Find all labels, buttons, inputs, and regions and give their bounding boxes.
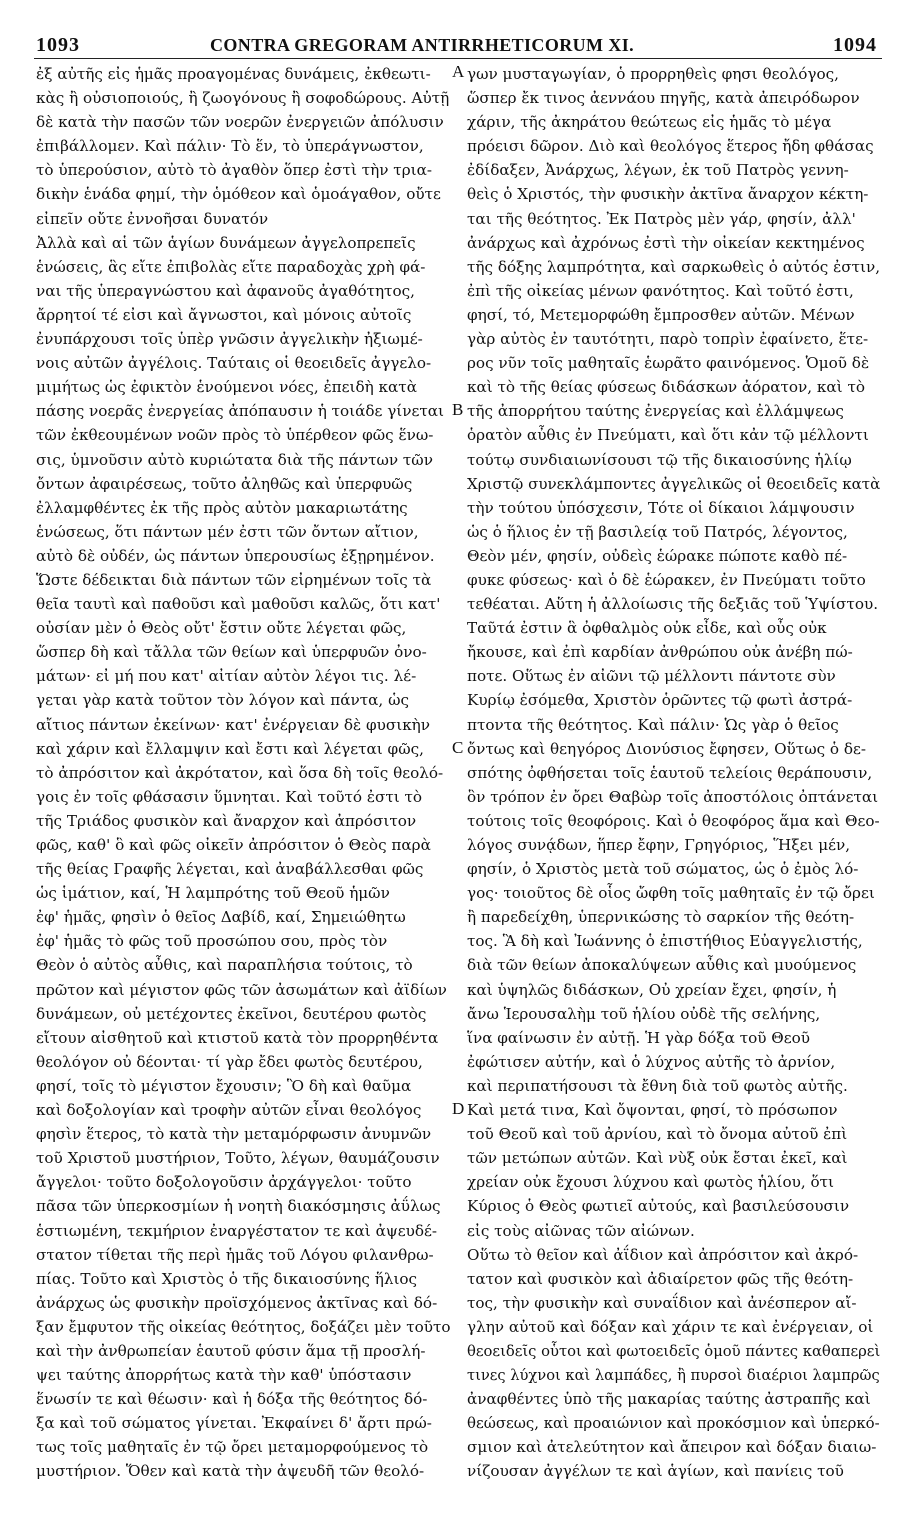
text-line: ὄντως καὶ θεηγόρος Διονύσιος ἔφησεν, Οὕτως ὁ δε- bbox=[467, 739, 867, 758]
text-line: καὶ δοξολογίαν καὶ τροφὴν αὐτῶν εἶναι θεολόγος bbox=[36, 1101, 422, 1120]
text-line: γὰρ αὐτὸς ἐν ταυτότητι, παρὸ τοπρὶν ἐφαίνετο, ἕτε- bbox=[467, 330, 869, 349]
text-line: τῶν ἐκθεουμένων νοῶν πρὸς τὸ ὑπέρθεον φῶς ἕνω- bbox=[36, 426, 434, 445]
text-line: θεὶς ὁ Χριστός, τὴν φυσικὴν ἀκτῖνα ἄναρχον κέκτη- bbox=[467, 185, 869, 204]
text-line: τατον καὶ φυσικὸν καὶ ἀδιαίρετον φῶς τῆς θεότη- bbox=[467, 1269, 854, 1288]
text-line: ἀνάρχως ὡς φυσικὴν προϊσχόμενος ἀκτῖνας καὶ δό- bbox=[36, 1293, 438, 1312]
text-line: δυνάμεων, οὐ μετέχοντες ἐκεῖνοι, δευτέρου φωτὸς bbox=[36, 1004, 427, 1023]
text-line: ἄρρητοί τέ εἰσι καὶ ἄγνωστοι, καὶ μόνοις αὐτοῖς bbox=[36, 305, 412, 324]
margin-marker-d: D bbox=[452, 1099, 465, 1118]
text-line: γλην αὐτοῦ καὶ δόξαν καὶ χάριν τε καὶ ἐνέργειαν, οἱ bbox=[467, 1317, 874, 1336]
text-line: ξαν ἔμφυτον τῆς οἰκείας θεότητος, δοξάζει μὲν τοῦτο bbox=[36, 1317, 451, 1336]
text-line: Χριστῷ συνεκλάμποντες ἀγγελικῶς οἱ θεοειδεῖς κατὰ bbox=[467, 474, 881, 493]
page-header bbox=[0, 0, 913, 60]
text-line: γος· τοιοῦτος δὲ οἷος ὤφθη τοῖς μαθηταῖς ἐν τῷ ὄρει bbox=[467, 884, 875, 903]
text-line: ὄντων ἀφαιρέσεως, τοῦτο ἀληθῶς καὶ ὑπερφυῶς bbox=[36, 474, 413, 493]
text-line: ἐφώτισεν αὐτήν, καὶ ὁ λύχνος αὐτῆς τὸ ἀρνίον, bbox=[467, 1052, 836, 1071]
text-line: Ταῦτά ἐστιν ἃ ὀφθαλμὸς οὐκ εἶδε, καὶ οὖς οὐκ bbox=[467, 619, 827, 638]
text-line: ἕνωσίν τε καὶ θέωσιν· καὶ ἡ δόξα τῆς θεότητος δό- bbox=[36, 1390, 428, 1409]
text-line: ὡς ἱμάτιον, καί, Ἡ λαμπρότης τοῦ Θεοῦ ἡμῶν bbox=[36, 884, 390, 903]
text-line: ποτε. Οὕτως ἐν αἰῶνι τῷ μέλλοντι πάντοτε σὺν bbox=[467, 667, 836, 686]
text-line: τος, τὴν φυσικὴν καὶ συναΐδιον καὶ ἀνέσπερον αἴ- bbox=[467, 1293, 857, 1312]
text-line: ἐδίδαξεν, Ἀνάρχως, λέγων, ἐκ τοῦ Πατρὸς γεννη- bbox=[467, 161, 849, 180]
text-line: ἐνυπάρχουσι τοῖς ὑπὲρ γνῶσιν ἀγγελικὴν ἠξιωμέ- bbox=[36, 330, 423, 349]
text-line: τῶν μετώπων αὐτῶν. Καὶ νὺξ οὐκ ἔσται ἐκεῖ, καὶ bbox=[467, 1149, 848, 1168]
text-line: σμιον καὶ ἀτελεύτητον καὶ ἄπειρον καὶ δόξαν διαιω- bbox=[467, 1438, 877, 1457]
text-line: Καὶ μετά τινα, Καὶ ὄψονται, φησί, τὸ πρόσωπον bbox=[467, 1101, 838, 1120]
text-line: ὃν τρόπον ἐν ὄρει Θαβὼρ τοῖς ἀποστόλοις ὀπτάνεται bbox=[467, 787, 879, 806]
text-line: καὶ ὑψηλῶς διδάσκων, Οὐ χρείαν ἔχει, φησίν, ἡ bbox=[467, 980, 837, 999]
text-line: καὶ τὸ τῆς θείας φύσεως διδάσκων ἀόρατον, καὶ τὸ bbox=[467, 378, 866, 397]
text-line: πᾶσα τῶν ὑπερκοσμίων ἡ νοητὴ διακόσμησις ἀΰλως bbox=[36, 1197, 441, 1216]
margin-marker-a: A bbox=[452, 62, 465, 81]
text-line: πίας. Τοῦτο καὶ Χριστὸς ὁ τῆς δικαιοσύνης ἥλιος bbox=[36, 1269, 418, 1288]
text-line: τινες λύχνοι καὶ λαμπάδες, ἢ πυρσοὶ διαέριοι λαμπρῶς bbox=[467, 1366, 880, 1385]
text-line: ἐπὶ τῆς οἰκείας μένων φανότητος. Καὶ τοῦτό ἐστι, bbox=[467, 281, 854, 300]
text-line: ὡς ὁ ἥλιος ἐν τῇ βασιλείᾳ τοῦ Πατρός, λέγοντος, bbox=[467, 522, 848, 541]
text-line: τοῦ Θεοῦ καὶ τοῦ ἀρνίου, καὶ τὸ ὄνομα αὐτοῦ ἐπὶ bbox=[467, 1125, 848, 1144]
text-line: μυστήριον. Ὅθεν καὶ κατὰ τὴν ἀψευδῆ τῶν θεολό- bbox=[36, 1462, 425, 1481]
margin-markers bbox=[452, 62, 468, 1502]
text-line: ὥσπερ ἔκ τινος ἀεννάου πηγῆς, κατὰ ἀπειρόδωρον bbox=[467, 89, 860, 108]
text-line: ἐφ' ἡμᾶς, φησὶν ὁ θεῖος Δαβίδ, καί, Σημειώθητω bbox=[36, 908, 406, 927]
text-line: ἤκουσε, καὶ ἐπὶ καρδίαν ἀνθρώπου οὐκ ἀνέβη πώ- bbox=[467, 643, 853, 662]
text-line: Ἀλλὰ καὶ αἱ τῶν ἁγίων δυνάμεων ἀγγελοπρεπεῖς bbox=[36, 233, 416, 252]
text-line: τὸ ἀπρόσιτον καὶ ἀκρότατον, καὶ ὅσα δὴ τοῖς θεολό- bbox=[36, 763, 444, 782]
text-line: γοις ἐν τοῖς φθάσασιν ὕμνηται. Καὶ τοῦτό ἐστι τὸ bbox=[36, 787, 423, 806]
text-line: τούτῳ συνδιαιωνίσουσι τῷ τῆς δικαιοσύνης ἡλίῳ bbox=[467, 450, 852, 469]
text-line: θεῖα ταυτὶ καὶ παθοῦσι καὶ μαθοῦσι καλῶς, ὅτι κατ' bbox=[36, 595, 441, 614]
column-number-left: 1093 bbox=[36, 34, 80, 56]
text-line: κὰς ἢ οὐσιοποιούς, ἢ ζωογόνους ἢ σοφοδώρους. Αὐτῇ bbox=[36, 89, 450, 108]
text-line: τὴν τούτου ὑπόσχεσιν, Τότε οἱ δίκαιοι λάμψουσιν bbox=[467, 498, 855, 517]
text-line: Κυρίῳ ἐσόμεθα, Χριστὸν ὁρῶντες τῷ φωτὶ ἀστρά- bbox=[467, 691, 853, 710]
running-title: CONTRA GREGORAM ANTIRRHETICORUM XI. bbox=[210, 35, 635, 55]
text-line: ἐπιβάλλομεν. Καὶ πάλιν· Τὸ ἕν, τὸ ὑπεράγνωστον, bbox=[36, 137, 424, 156]
text-line: φησί, τό, Μετεμορφώθη ἔμπροσθεν αὐτῶν. Μένων bbox=[467, 305, 855, 324]
margin-marker-c: C bbox=[452, 738, 464, 757]
text-line: μιμήτως ὡς ἐφικτὸν ἑνούμενοι νόες, ἐπειδὴ κατὰ bbox=[36, 378, 417, 397]
text-line: πτοντα τῆς θεότητος. Καὶ πάλιν· Ὡς γὰρ ὁ θεῖος bbox=[467, 715, 839, 734]
text-line: ἐξ αὐτῆς εἰς ἡμᾶς προαγομένας δυνάμεις, ἐκθεωτι- bbox=[36, 65, 431, 83]
text-line: χάριν, τῆς ἀκηράτου θεώτεως εἰς ἡμᾶς τὸ μέγα bbox=[467, 113, 832, 132]
text-line: ἑνώσεις, ἃς εἴτε ἐπιβολὰς εἴτε παραδοχὰς χρὴ φά- bbox=[36, 257, 426, 276]
text-line: λόγος συνᾴδων, ἥπερ ἔφην, Γρηγόριος, Ἥξει μέν, bbox=[467, 836, 851, 854]
text-line: νοις αὐτῶν ἀγγέλοις. Ταύταις οἱ θεοειδεῖς ἀγγελο- bbox=[36, 354, 432, 373]
text-line: ἄνω Ἱερουσαλὴμ τοῦ ἡλίου οὐδὲ τῆς σελήνης, bbox=[467, 1004, 821, 1023]
text-line: γων μυσταγωγίαν, ὁ προρρηθεὶς φησι θεολόγος, bbox=[467, 65, 839, 83]
text-line: Θεὸν μέν, φησίν, οὐδεὶς ἑώρακε πώποτε καθὸ πέ- bbox=[467, 546, 848, 565]
text-line: τούτοις τοῖς θεοφόροις. Καὶ ὁ θεοφόρος ἅμα καὶ Θεο- bbox=[467, 811, 880, 830]
text-line: θεώσεως, καὶ προαιώνιον καὶ προκόσμιον καὶ ὑπερκό- bbox=[467, 1414, 880, 1433]
text-line: καὶ περιπατήσουσι τὰ ἔθνη διὰ τοῦ φωτὸς αὐτῆς. bbox=[467, 1076, 848, 1095]
header-rule bbox=[34, 58, 882, 59]
text-line: τῆς δόξης λαμπρότητα, καὶ σαρκωθεὶς ὁ αὐτός ἐστιν, bbox=[467, 257, 881, 276]
text-line: ἐφ' ἡμᾶς τὸ φῶς τοῦ προσώπου σου, πρὸς τὸν bbox=[36, 932, 388, 951]
text-line: φησί, τοῖς τὸ μέγιστον ἔχουσιν; Ὃ δὴ καὶ θαῦμα bbox=[36, 1076, 412, 1095]
text-line: τοῦ Χριστοῦ μυστήριον, Τοῦτο, λέγων, θαυμάζουσιν bbox=[36, 1149, 440, 1168]
text-line: φησὶν ἕτερος, τὸ κατὰ τὴν μεταμόρφωσιν ἀνυμνῶν bbox=[36, 1125, 432, 1144]
text-line: φυκε φύσεως· καὶ ὁ δὲ ἑώρακεν, ἐν Πνεύματι τοῦτο bbox=[467, 570, 866, 589]
text-line: πάσης νοερᾶς ἐνεργείας ἀπόπαυσιν ἡ τοιάδε γίνεται bbox=[36, 402, 444, 421]
text-line: ται τῆς θεότητος. Ἐκ Πατρὸς μὲν γάρ, φησίν, ἀλλ' bbox=[467, 209, 856, 228]
text-line: ρος νῦν τοῖς μαθηταῖς ἑωρᾶτο φαινόμενος. Ὁμοῦ δὲ bbox=[467, 354, 870, 373]
text-line: εἴτουν αἰσθητοῦ καὶ κτιστοῦ κατὰ τὸν προρρηθέντα bbox=[36, 1028, 439, 1047]
text-line: στατον τίθεται τῆς περὶ ἡμᾶς τοῦ Λόγου φιλανθρω- bbox=[36, 1245, 434, 1264]
text-line: ναι τῆς ὑπεραγνώστου καὶ ἀφανοῦς ἀγαθότητος, bbox=[36, 281, 415, 300]
text-line: τῆς ἀπορρήτου ταύτης ἐνεργείας καὶ ἐλλάμψεως bbox=[467, 402, 844, 421]
text-line: ἀνάρχως καὶ ἀχρόνως ἐστὶ τὴν οἰκείαν κεκτημένος bbox=[467, 233, 865, 252]
text-line: φῶς, καθ' ὃ καὶ φῶς οἰκεῖν ἀπρόσιτον ὁ Θεὸς παρὰ bbox=[36, 836, 431, 854]
text-line: ἄγγελοι· τοῦτο δοξολογοῦσιν ἀρχάγγελοι· τοῦτο bbox=[36, 1173, 412, 1192]
text-line: πρῶτον καὶ μέγιστον φῶς τῶν ἀσωμάτων καὶ ἀϊδίων bbox=[36, 980, 447, 999]
text-line: μάτων· εἰ μή που κατ' αἰτίαν αὐτὸν λέγοι τις. λέ- bbox=[36, 667, 417, 686]
text-line: δικὴν ἑνάδα φημί, τὴν ὁμόθεον καὶ ὁμοάγαθον, οὔτε bbox=[36, 185, 441, 204]
text-line: ἵνα φαίνωσιν ἐν αὐτῇ. Ἡ γὰρ δόξα τοῦ Θεοῦ bbox=[467, 1028, 810, 1047]
text-line: ἢ παρεδείχθη, ὑπερνικώσης τὸ σαρκίον τῆς θεότη- bbox=[467, 908, 855, 927]
text-line: τεθέαται. Αὕτη ἡ ἀλλοίωσις τῆς δεξιᾶς τοῦ Ὑψίστου. bbox=[467, 595, 879, 614]
text-line: δὲ κατὰ τὴν πασῶν τῶν νοερῶν ἐνεργειῶν ἀπόλυσιν bbox=[36, 113, 444, 132]
text-line: σις, ὑμνοῦσιν αὐτὸ κυριώτατα διὰ τῆς πάντων τῶν bbox=[36, 450, 433, 469]
right-column bbox=[467, 62, 880, 1484]
text-line: ξα καὶ τοῦ σώματος γίνεται. Ἐκφαίνει δ' ἄρτι πρώ- bbox=[36, 1414, 432, 1433]
text-line: νίζουσαν ἀγγέλων τε καὶ ἁγίων, καὶ πανίεις τοῦ bbox=[467, 1462, 844, 1481]
text-line: καὶ τὴν ἀνθρωπείαν ἑαυτοῦ φύσιν ἅμα τῇ προσλή- bbox=[36, 1341, 426, 1360]
text-line: οὐσίαν μὲν ὁ Θεὸς οὔτ' ἔστιν οὔτε λέγεται φῶς, bbox=[36, 619, 407, 638]
text-line: Θεὸν ὁ αὐτὸς αὖθις, καὶ παραπλήσια τούτοις, τὸ bbox=[36, 956, 413, 975]
text-line: ἐλλαμφθέντες ἐκ τῆς πρὸς αὐτὸν μακαριωτάτης bbox=[36, 498, 408, 517]
text-line: εἰς τοὺς αἰῶνας τῶν αἰώνων. bbox=[467, 1221, 695, 1240]
text-line: ἀναφθέντες ὑπὸ τῆς μακαρίας ταύτης ἀστραπῆς καὶ bbox=[467, 1390, 871, 1409]
text-line: Κύριος ὁ Θεὸς φωτιεῖ αὐτούς, καὶ βασιλεύσουσιν bbox=[467, 1197, 850, 1216]
text-line: ὥσπερ δὴ καὶ τἄλλα τῶν θείων καὶ ὑπερφυῶν ὀνο- bbox=[36, 643, 427, 662]
text-line: χρείαν οὐκ ἔχουσι λύχνου καὶ φωτὸς ἡλίου, ὅτι bbox=[467, 1173, 834, 1192]
text-line: αὐτὸ δὲ οὐδέν, ὡς πάντων ὑπερουσίως ἐξῃρημένον. bbox=[36, 546, 435, 565]
text-line: φησίν, ὁ Χριστὸς μετὰ τοῦ σώματος, ὡς ὁ ἐμὸς λό- bbox=[467, 860, 859, 879]
text-line: τος. Ἃ δὴ καὶ Ἰωάννης ὁ ἐπιστήθιος Εὐαγγελιστής, bbox=[467, 932, 863, 951]
text-line: θεολόγον οὐ δέονται· τί γὰρ ἔδει φωτὸς δευτέρου, bbox=[36, 1052, 423, 1071]
text-line: διὰ τῶν θείων ἀποκαλύψεων αὖθις καὶ μυούμενος bbox=[467, 956, 857, 975]
text-line: εἰπεῖν οὔτε ἐννοῆσαι δυνατόν bbox=[36, 209, 269, 228]
column-number-right: 1094 bbox=[833, 34, 877, 56]
margin-marker-b: B bbox=[452, 400, 464, 419]
text-line: ἑνώσεως, ὅτι πάντων μέν ἐστι τῶν ὄντων αἴτιον, bbox=[36, 522, 419, 541]
text-line: τὸ ὑπερούσιον, αὐτὸ τὸ ἀγαθὸν ὅπερ ἐστὶ τὴν τρια- bbox=[36, 161, 432, 180]
text-line: σπότης ὀφθήσεται τοῖς ἑαυτοῦ τελείοις θεράπουσιν, bbox=[467, 763, 873, 782]
text-line: τῆς θείας Γραφῆς λέγεται, καὶ ἀναβάλλεσθαι φῶς bbox=[36, 860, 424, 879]
text-line: Ὥστε δέδεικται διὰ πάντων τῶν εἰρημένων τοῖς τὰ bbox=[36, 570, 432, 589]
text-line: ὁρατὸν αὖθις ἐν Πνεύματι, καὶ ὅτι κἀν τῷ μέλλοντι bbox=[467, 426, 869, 445]
text-line: πρόεισι δῶρον. Διὸ καὶ θεολόγος ἕτερος ἤδη φθάσας bbox=[467, 137, 874, 156]
left-column bbox=[36, 62, 456, 1484]
text-line: θεοειδεῖς οὗτοι καὶ φωτοειδεῖς ὁμοῦ πάντες καθαπερεὶ bbox=[467, 1341, 881, 1360]
text-line: ἑστιωμένη, τεκμήριον ἐναργέστατον τε καὶ ἀψευδέ- bbox=[36, 1221, 437, 1240]
text-line: Οὕτω τὸ θεῖον καὶ ἀΐδιον καὶ ἀπρόσιτον καὶ ἀκρό- bbox=[467, 1245, 859, 1264]
text-line: τως τοῖς μαθηταῖς ἐν τῷ ὄρει μεταμορφούμενος τὸ bbox=[36, 1438, 429, 1457]
text-line: αἴτιος πάντων ἐκείνων· κατ' ἐνέργειαν δὲ φυσικὴν bbox=[36, 715, 431, 734]
text-line: ψει ταύτης ἀπορρήτως κατὰ τὴν καθ' ὑπόστασιν bbox=[36, 1366, 412, 1385]
text-line: γεται γὰρ κατὰ τοῦτον τὸν λόγον καὶ πάντα, ὡς bbox=[36, 691, 409, 710]
text-line: καὶ χάριν καὶ ἔλλαμψιν καὶ ἔστι καὶ λέγεται φῶς, bbox=[36, 739, 424, 758]
text-line: τῆς Τριάδος φυσικὸν καὶ ἄναρχον καὶ ἀπρόσιτον bbox=[36, 811, 417, 830]
